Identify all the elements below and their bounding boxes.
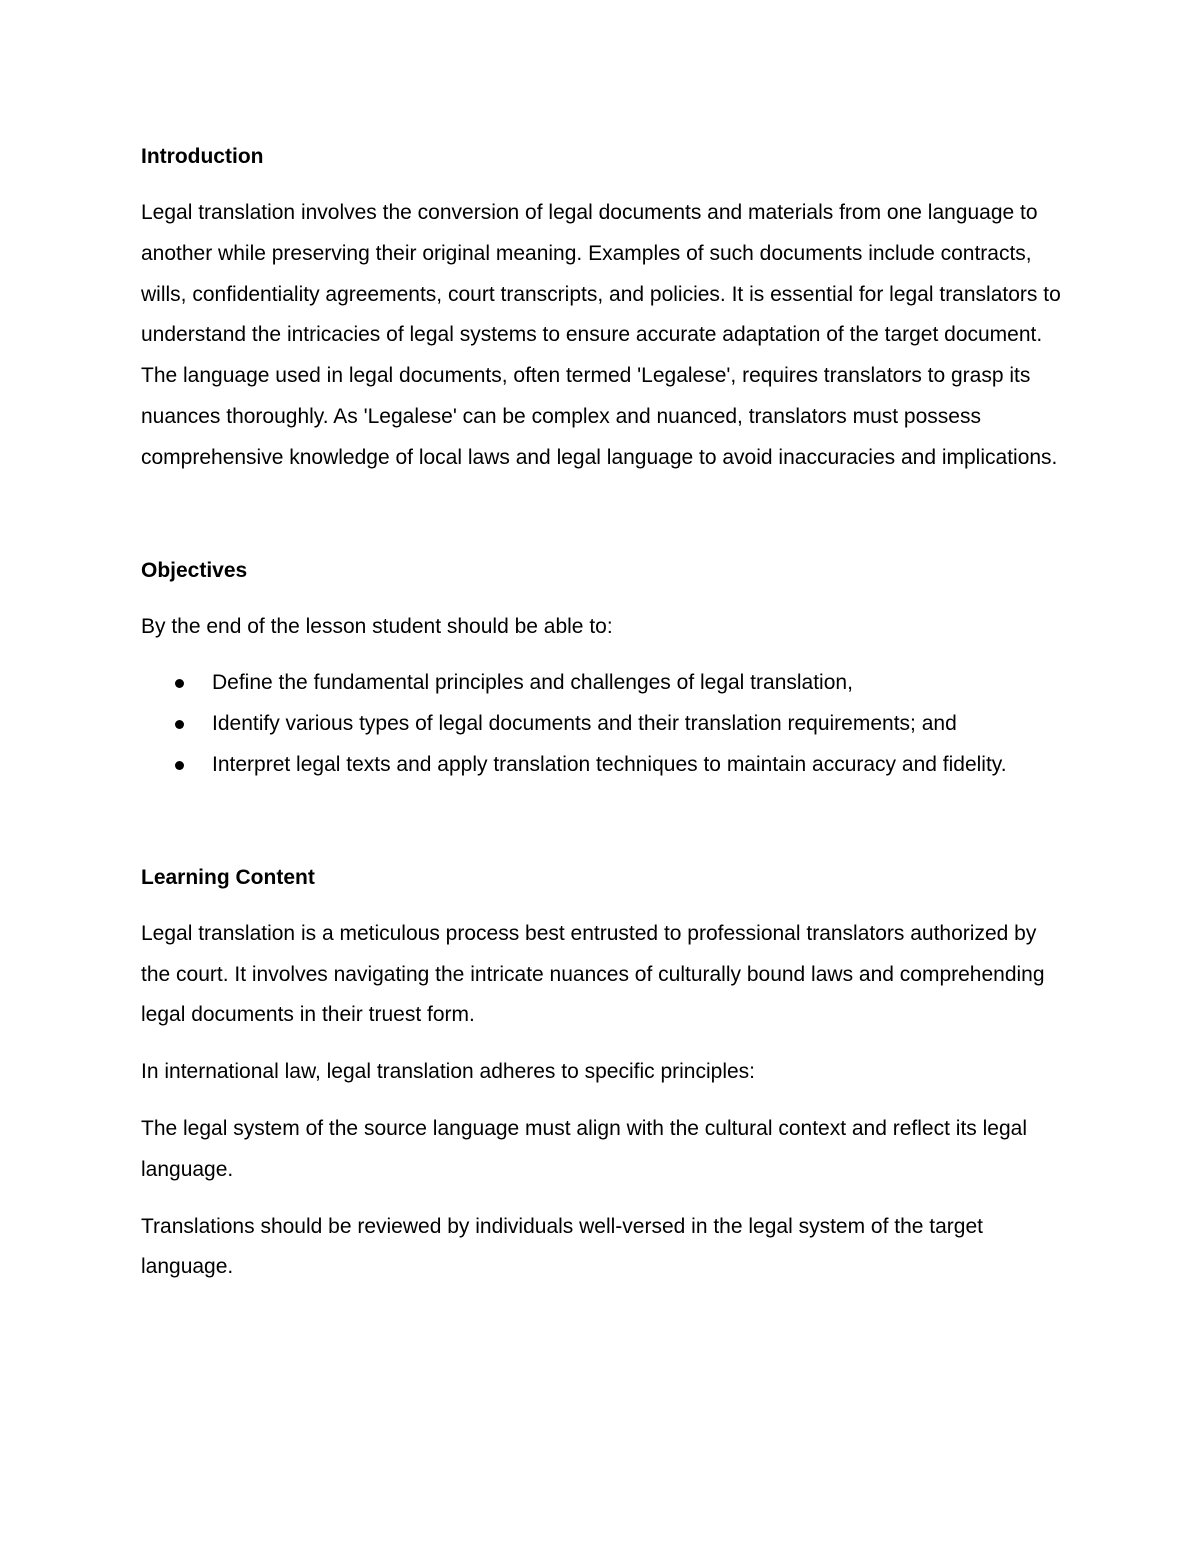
list-item xyxy=(141,745,1061,786)
learning-content-paragraph: Legal translation is a meticulous process best entrusted to professional translators authorized by the court. It involves navigating the intricate nuances of culturally bound laws and comprehending legal documents in their truest form. xyxy=(141,921,1045,1027)
objectives-section xyxy=(141,551,1061,786)
introduction-paragraph: Legal translation involves the conversion of legal documents and materials from one language to another while preserving their original meaning. Examples of such documents include contracts, wills, confidentiality agreements, court transcripts, and policies. It is essential for legal translators to understand the intricacies of legal systems to ensure accurate adaptation of the target document. The language used in legal documents, often termed 'Legalese', requires translators to grasp its nuances thoroughly. As 'Legalese' can be complex and nuanced, translators must possess comprehensive knowledge of local laws and legal language to avoid inaccuracies and implications. xyxy=(141,201,1061,469)
objectives-intro: By the end of the lesson student should be able to: xyxy=(141,614,613,638)
learning-content-paragraph: Translations should be reviewed by individuals well-versed in the legal system of the target language. xyxy=(141,1214,983,1279)
document-content xyxy=(141,137,1061,1288)
introduction-section xyxy=(141,137,1061,479)
introduction-heading: Introduction xyxy=(141,145,264,168)
bullet-icon xyxy=(175,761,184,770)
learning-content-heading: Learning Content xyxy=(141,865,315,889)
list-item-text: Interpret legal texts and apply translation techniques to maintain accuracy and fidelity. xyxy=(212,752,1007,776)
learning-content-paragraph: In international law, legal translation adheres to specific principles: xyxy=(141,1060,756,1084)
bullet-icon xyxy=(175,679,184,688)
list-item-text: Identify various types of legal documents and their translation requirements; and xyxy=(212,712,957,736)
learning-content-section xyxy=(141,858,1061,1288)
list-item xyxy=(141,663,1061,704)
objectives-heading: Objectives xyxy=(141,558,248,582)
bullet-icon xyxy=(175,720,184,729)
list-item xyxy=(141,704,1061,745)
objectives-list xyxy=(141,663,1061,785)
list-item-text: Define the fundamental principles and challenges of legal translation, xyxy=(212,671,853,695)
learning-content-paragraph: The legal system of the source language must align with the cultural context and reflect its legal language. xyxy=(141,1116,1027,1181)
